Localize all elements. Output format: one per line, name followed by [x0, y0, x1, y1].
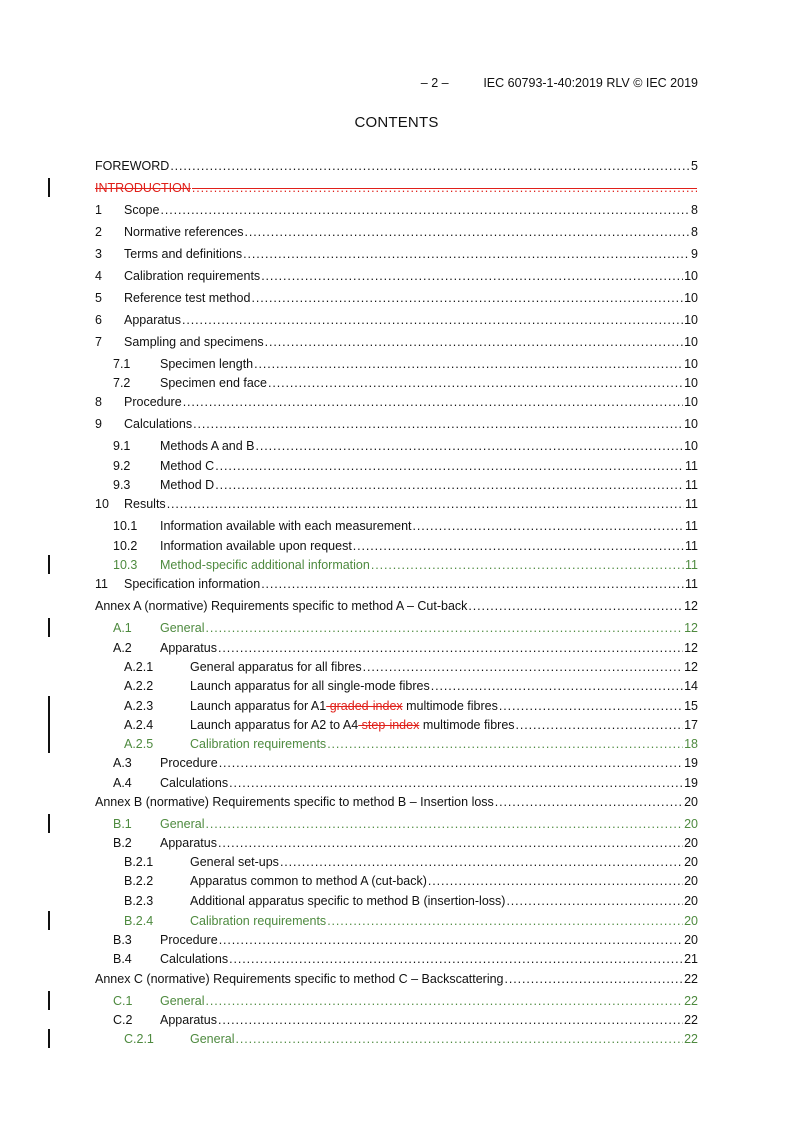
toc-entry-line — [124, 394, 698, 410]
dot-leader — [363, 659, 683, 675]
dot-leader — [265, 334, 683, 350]
toc-entry-title: Additional apparatus specific to method B (insertion-loss) — [190, 894, 506, 908]
toc-entry[interactable] — [0, 775, 793, 791]
toc-entry[interactable] — [0, 375, 793, 391]
dot-leader — [205, 993, 683, 1009]
toc-entry-page: 20 — [684, 795, 698, 809]
toc-entry[interactable] — [0, 678, 793, 694]
change-bar — [48, 991, 50, 1010]
toc-entry-page: 10 — [684, 395, 698, 409]
toc-entry-page: 5 — [691, 159, 698, 173]
change-bar — [48, 911, 50, 930]
toc-entry[interactable] — [0, 835, 793, 851]
toc-entry-number: 7 — [95, 335, 102, 349]
toc-entry[interactable] — [0, 873, 793, 889]
toc-entry-line — [190, 913, 698, 929]
toc-entry-page: 20 — [684, 855, 698, 869]
toc-entry-number: C.2 — [113, 1013, 133, 1027]
toc-entry-title: FOREWORD — [95, 159, 170, 173]
toc-entry-page: 22 — [684, 972, 698, 986]
toc-entry-page: 12 — [684, 660, 698, 674]
toc-entry-title: Calculations — [160, 952, 229, 966]
dot-leader — [280, 854, 683, 870]
dot-leader — [268, 375, 683, 391]
toc-entry-line — [160, 438, 698, 454]
toc-entry[interactable] — [0, 576, 793, 592]
toc-entry-page: 8 — [691, 203, 698, 217]
toc-entry-page: 20 — [684, 933, 698, 947]
toc-entry-line — [124, 312, 698, 328]
toc-entry-page: 9 — [691, 247, 698, 261]
toc-entry-title: Sampling and specimens — [124, 335, 264, 349]
toc-entry-line — [160, 557, 698, 573]
deleted-text: graded-index — [326, 699, 403, 713]
toc-entry-title: Terms and definitions — [124, 247, 243, 261]
dot-leader — [219, 755, 683, 771]
toc-entry-number: B.2.2 — [124, 874, 154, 888]
toc-entry-page: 10 — [684, 269, 698, 283]
toc-entry-number: 7.2 — [113, 376, 131, 390]
toc-entry-line — [190, 1031, 698, 1047]
toc-entry[interactable] — [0, 755, 793, 771]
toc-entry-title: Information available upon request — [160, 539, 352, 553]
toc-entry[interactable] — [0, 913, 793, 929]
toc-entry-line — [124, 576, 698, 592]
toc-entry-title: Apparatus — [160, 641, 217, 655]
toc-entry[interactable] — [0, 698, 793, 714]
toc-entry-line — [190, 736, 698, 752]
toc-entry-page: 12 — [684, 621, 698, 635]
dot-leader — [183, 394, 683, 410]
toc-entry-line — [190, 717, 698, 733]
toc-entry-title: Calculations — [124, 417, 193, 431]
change-bar — [48, 734, 50, 753]
dot-leader — [261, 576, 684, 592]
toc-entry-number: A.2.3 — [124, 699, 154, 713]
dot-leader — [215, 458, 684, 474]
toc-entry-page: 20 — [684, 874, 698, 888]
toc-entry-number: 4 — [95, 269, 102, 283]
toc-entry-title: Annex C (normative) Requirements specific to method C – Backscattering — [95, 972, 504, 986]
toc-entry-title: Scope — [124, 203, 160, 217]
dot-leader — [229, 775, 683, 791]
dot-leader — [353, 538, 684, 554]
toc-entry-page: 21 — [684, 952, 698, 966]
toc-entry-line — [160, 640, 698, 656]
toc-entry-page: 22 — [684, 994, 698, 1008]
toc-entry-line — [190, 678, 698, 694]
toc-entry[interactable] — [0, 290, 793, 306]
toc-entry-number: C.1 — [113, 994, 133, 1008]
dot-leader — [256, 438, 684, 454]
toc-entry-title: Annex A (normative) Requirements specific to method A – Cut-back — [95, 599, 468, 613]
page-header — [0, 76, 698, 90]
toc-entry-number: A.1 — [113, 621, 132, 635]
toc-entry-title: Specimen end face — [160, 376, 268, 390]
dot-leader — [170, 158, 690, 174]
toc-entry[interactable] — [0, 394, 793, 410]
toc-entry-page: 19 — [684, 776, 698, 790]
dot-leader — [245, 224, 691, 240]
toc-entry-number: A.2.1 — [124, 660, 154, 674]
toc-entry-page: 20 — [684, 914, 698, 928]
toc-entry-title: General — [160, 994, 205, 1008]
toc-entry-title: Launch apparatus for all single-mode fibres — [190, 679, 430, 693]
toc-entry-line — [124, 246, 698, 262]
toc-entry-line — [160, 993, 698, 1009]
toc-entry-page: 11 — [685, 519, 698, 533]
toc-entry-line — [124, 268, 698, 284]
dot-leader — [193, 416, 683, 432]
dot-leader — [254, 356, 683, 372]
toc-entry-page: 11 — [685, 459, 698, 473]
toc-entry-line — [124, 290, 698, 306]
toc-entry-line — [95, 180, 698, 196]
dot-leader — [243, 246, 690, 262]
toc-entry-page: 10 — [684, 335, 698, 349]
dot-leader — [468, 598, 683, 614]
toc-entry[interactable] — [0, 496, 793, 512]
toc-entry-title: Specimen length — [160, 357, 254, 371]
toc-entry-title-text: multimode fibres — [419, 718, 515, 732]
dot-leader — [371, 557, 684, 573]
dot-leader — [229, 951, 683, 967]
toc-entry-page: 12 — [684, 599, 698, 613]
toc-entry-line — [190, 698, 698, 714]
header-document-ref: IEC 60793-1-40:2019 RLV © IEC 2019 — [483, 76, 698, 90]
dot-leader — [505, 971, 684, 987]
toc-entry-line — [95, 794, 698, 810]
toc-entry-line — [124, 416, 698, 432]
dot-leader — [215, 477, 684, 493]
toc-entry[interactable] — [0, 202, 793, 218]
contents-title: CONTENTS — [354, 114, 439, 131]
toc-entry-page: 15 — [684, 699, 698, 713]
dot-leader — [219, 932, 683, 948]
toc-entry-title: Calibration requirements — [124, 269, 261, 283]
toc-entry-number: B.2.1 — [124, 855, 154, 869]
toc-entry-line — [160, 816, 698, 832]
toc-entry[interactable] — [0, 816, 793, 832]
change-bar — [48, 618, 50, 637]
change-bar — [48, 814, 50, 833]
toc-entry[interactable] — [0, 620, 793, 636]
dot-leader — [499, 698, 683, 714]
toc-entry-line — [124, 334, 698, 350]
toc-entry-number: 9 — [95, 417, 102, 431]
toc-entry-number: 6 — [95, 313, 102, 327]
toc-entry-line — [160, 375, 698, 391]
toc-entry[interactable] — [0, 438, 793, 454]
toc-entry[interactable] — [0, 717, 793, 733]
dot-leader — [235, 1031, 683, 1047]
toc-entry-number: B.1 — [113, 817, 132, 831]
toc-entry-title: General — [190, 1032, 235, 1046]
toc-entry-title: Reference test method — [124, 291, 251, 305]
toc-entry-line — [160, 951, 698, 967]
toc-entry[interactable] — [0, 659, 793, 675]
toc-entry-number: B.2.4 — [124, 914, 154, 928]
toc-entry-number: A.2.5 — [124, 737, 154, 751]
toc-entry[interactable] — [0, 598, 793, 614]
toc-entry-line — [124, 202, 698, 218]
toc-entry-page: 20 — [684, 836, 698, 850]
dot-leader — [218, 1012, 683, 1028]
dot-leader — [160, 202, 690, 218]
toc-entry-page: 20 — [684, 894, 698, 908]
toc-entry-page: 11 — [685, 478, 698, 492]
dot-leader — [205, 816, 683, 832]
toc-entry-title: Procedure — [124, 395, 182, 409]
toc-entry-number: 9.3 — [113, 478, 131, 492]
toc-entry[interactable] — [0, 1012, 793, 1028]
toc-entry-title: Procedure — [160, 756, 218, 770]
toc-entry-title — [190, 717, 515, 733]
toc-entry[interactable] — [0, 477, 793, 493]
toc-entry-title: General — [160, 817, 205, 831]
toc-entry-title: Apparatus — [160, 1013, 217, 1027]
toc-entry-page: 11 — [685, 577, 698, 591]
dot-leader — [431, 678, 683, 694]
toc-entry-page: 10 — [684, 417, 698, 431]
toc-entry-line — [124, 224, 698, 240]
toc-entry-line — [160, 538, 698, 554]
toc-entry-line — [190, 873, 698, 889]
toc-entry-number: 1 — [95, 203, 102, 217]
toc-entry-number: 10.2 — [113, 539, 138, 553]
toc-entry-line — [160, 518, 698, 534]
toc-entry-page: 11 — [685, 497, 698, 511]
toc-entry-title: Results — [124, 497, 166, 511]
toc-entry-title: Information available with each measurement — [160, 519, 412, 533]
toc-entry[interactable] — [0, 557, 793, 573]
toc-entry[interactable] — [0, 951, 793, 967]
toc-entry-title: General — [160, 621, 205, 635]
dot-leader — [251, 290, 683, 306]
header-page-number: – 2 – — [420, 76, 449, 90]
toc-entry-title: Calculations — [160, 776, 229, 790]
toc-entry-line — [160, 620, 698, 636]
toc-entry-title: Calibration requirements — [190, 737, 327, 751]
toc-entry-title: General apparatus for all fibres — [190, 660, 362, 674]
toc-entry-line — [95, 158, 698, 174]
toc-entry-line — [160, 932, 698, 948]
toc-entry-page: 10 — [684, 313, 698, 327]
toc-entry-page: 17 — [684, 718, 698, 732]
toc-entry-title: INTRODUCTION — [95, 181, 191, 195]
toc-entry-page: 11 — [685, 539, 698, 553]
toc-entry-title-text: multimode fibres — [402, 699, 498, 713]
toc-entry[interactable] — [0, 416, 793, 432]
toc-entry-number: 8 — [95, 395, 102, 409]
toc-entry-number: 5 — [95, 291, 102, 305]
dot-leader — [192, 180, 697, 196]
toc-entry-number: A.3 — [113, 756, 132, 770]
toc-entry-number: B.3 — [113, 933, 132, 947]
toc-entry-page: 22 — [684, 1013, 698, 1027]
toc-entry-page: 20 — [684, 817, 698, 831]
toc-entry[interactable] — [0, 794, 793, 810]
toc-entry-page: 10 — [684, 439, 698, 453]
toc-entry-line — [124, 496, 698, 512]
toc-entry-line — [160, 356, 698, 372]
toc-entry[interactable] — [0, 893, 793, 909]
toc-entry[interactable] — [0, 640, 793, 656]
change-bar — [48, 1029, 50, 1048]
dot-leader — [327, 736, 683, 752]
toc-entry-title: Method C — [160, 459, 215, 473]
dot-leader — [495, 794, 683, 810]
toc-entry-page: 19 — [684, 756, 698, 770]
toc-entry-number: 9.1 — [113, 439, 131, 453]
dot-leader — [261, 268, 683, 284]
dot-leader — [516, 717, 684, 733]
toc-entry-page: 10 — [684, 357, 698, 371]
toc-entry-number: A.2.4 — [124, 718, 154, 732]
toc-entry[interactable] — [0, 334, 793, 350]
toc-entry-page: 8 — [691, 225, 698, 239]
toc-entry-page: 10 — [684, 291, 698, 305]
toc-entry-line — [160, 835, 698, 851]
dot-leader — [506, 893, 683, 909]
deleted-text: step-index — [358, 718, 420, 732]
toc-entry[interactable] — [0, 971, 793, 987]
toc-entry[interactable] — [0, 180, 793, 196]
toc-entry-line — [160, 458, 698, 474]
toc-entry-line — [190, 854, 698, 870]
toc-entry-line — [95, 971, 698, 987]
toc-entry-number: 10.3 — [113, 558, 138, 572]
toc-entry-number: 9.2 — [113, 459, 131, 473]
toc-entry-title: Specification information — [124, 577, 261, 591]
dot-leader — [167, 496, 684, 512]
toc-entry-title: Annex B (normative) Requirements specific to method B – Insertion loss — [95, 795, 494, 809]
dot-leader — [218, 835, 683, 851]
dot-leader — [327, 913, 683, 929]
toc-entry-page: 12 — [684, 641, 698, 655]
toc-entry-number: 7.1 — [113, 357, 131, 371]
toc-entry-number: 3 — [95, 247, 102, 261]
toc-entry-title-text: Launch apparatus for A1 — [190, 699, 327, 713]
toc-entry[interactable] — [0, 993, 793, 1009]
toc-entry-title: General set-ups — [190, 855, 279, 869]
dot-leader — [205, 620, 683, 636]
toc-entry-line — [95, 598, 698, 614]
toc-entry[interactable] — [0, 458, 793, 474]
toc-entry-number: B.4 — [113, 952, 132, 966]
toc-entry-page: 14 — [684, 679, 698, 693]
dot-leader — [413, 518, 684, 534]
change-bar — [48, 178, 50, 197]
toc-entry-number: 2 — [95, 225, 102, 239]
toc-entry-title: Methods A and B — [160, 439, 255, 453]
toc-entry[interactable] — [0, 932, 793, 948]
toc-entry-number: A.4 — [113, 776, 132, 790]
dot-leader — [182, 312, 683, 328]
toc-entry[interactable] — [0, 268, 793, 284]
toc-entry-line — [160, 755, 698, 771]
toc-entry[interactable] — [0, 224, 793, 240]
toc-entry-title-text: Launch apparatus for A2 to A4 — [190, 718, 359, 732]
toc-entry[interactable] — [0, 356, 793, 372]
toc-entry[interactable] — [0, 538, 793, 554]
toc-entry[interactable] — [0, 518, 793, 534]
toc-entry-number: 10 — [95, 497, 109, 511]
toc-entry-page: 22 — [684, 1032, 698, 1046]
toc-entry-number: B.2.3 — [124, 894, 154, 908]
toc-entry[interactable] — [0, 312, 793, 328]
toc-entry[interactable] — [0, 1031, 793, 1047]
toc-entry[interactable] — [0, 736, 793, 752]
toc-entry-title: Procedure — [160, 933, 218, 947]
toc-entry-title — [190, 698, 498, 714]
toc-entry-number: B.2 — [113, 836, 132, 850]
toc-entry-title: Apparatus common to method A (cut-back) — [190, 874, 427, 888]
toc-entry-number: 11 — [95, 577, 108, 591]
toc-entry-title: Apparatus — [124, 313, 181, 327]
dot-leader — [218, 640, 683, 656]
toc-entry-number: 10.1 — [113, 519, 138, 533]
toc-entry-line — [160, 1012, 698, 1028]
toc-entry-title: Normative references — [124, 225, 244, 239]
toc-entry-page: 10 — [684, 376, 698, 390]
toc-entry-page: 11 — [685, 558, 698, 572]
toc-entry[interactable] — [0, 854, 793, 870]
toc-entry-line — [190, 659, 698, 675]
change-bar — [48, 696, 50, 715]
toc-entry-number: A.2 — [113, 641, 132, 655]
toc-entry-line — [160, 477, 698, 493]
dot-leader — [428, 873, 683, 889]
toc-entry-page: 18 — [684, 737, 698, 751]
toc-entry[interactable] — [0, 158, 793, 174]
toc-entry-line — [190, 893, 698, 909]
toc-entry-number: A.2.2 — [124, 679, 154, 693]
change-bar — [48, 555, 50, 574]
toc-entry-title: Method D — [160, 478, 215, 492]
change-bar — [48, 715, 50, 734]
toc-entry[interactable] — [0, 246, 793, 262]
toc-entry-line — [160, 775, 698, 791]
toc-entry-title: Apparatus — [160, 836, 217, 850]
toc-entry-title: Method-specific additional information — [160, 558, 370, 572]
toc-entry-title: Calibration requirements — [190, 914, 327, 928]
toc-entry-number: C.2.1 — [124, 1032, 154, 1046]
